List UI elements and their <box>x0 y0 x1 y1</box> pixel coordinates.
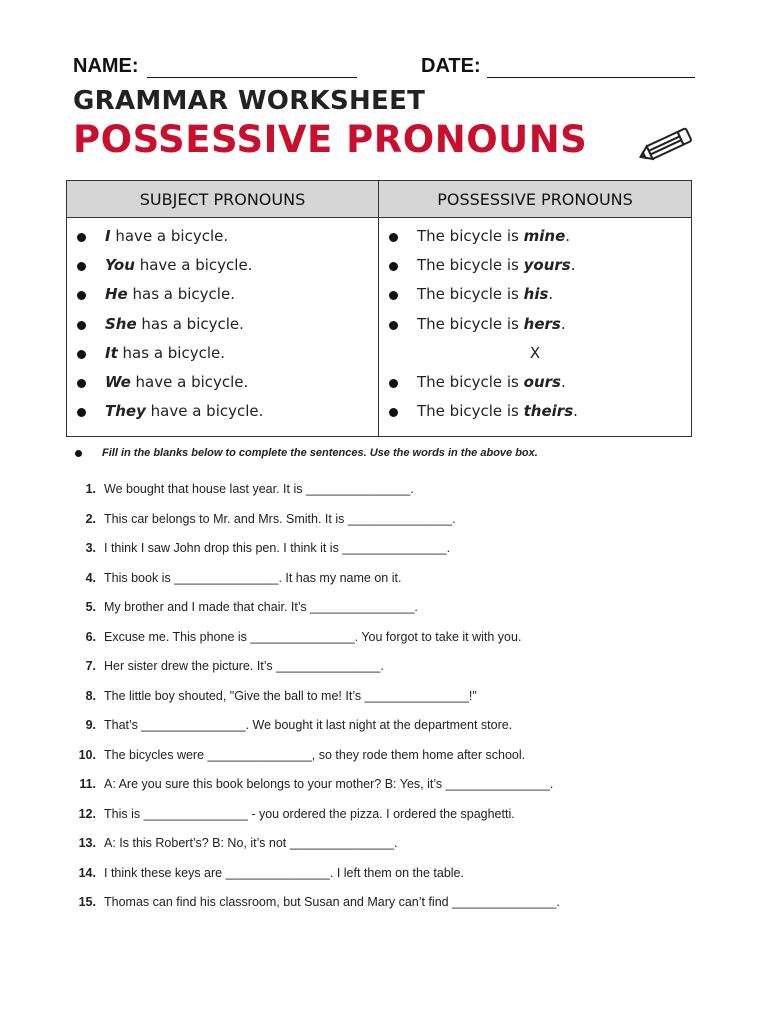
pencil-icon <box>636 125 696 165</box>
subject-column <box>67 218 379 437</box>
bullet-icon <box>389 262 398 271</box>
question-item: 5. My brother and I made that chair. It’s _______________. <box>85 600 418 614</box>
subject-row: He has a bicycle. <box>67 280 378 309</box>
question-item: 10. The bicycles were _______________, so they rode them home after school. <box>78 747 526 762</box>
subject-row: We have a bicycle. <box>67 368 378 397</box>
bullet-icon <box>77 408 86 417</box>
question-item: 1. We bought that house last year. It is _______________. <box>85 482 414 496</box>
worksheet-title: GRAMMAR WORKSHEET <box>73 86 426 116</box>
no-possessive-marker: X <box>529 343 541 362</box>
bullet-icon <box>77 233 86 242</box>
question-item: 15. Thomas can find his classroom, but Susan and Mary can’t find _______________. <box>78 895 560 909</box>
subject-row: They have a bicycle. <box>67 397 378 426</box>
question-item: 6. Excuse me. This phone is _______________. You forgot to take it with you. <box>85 629 522 644</box>
question-item: 3. I think I saw John drop this pen. I think it is _______________. <box>85 541 451 555</box>
question-item: 12. This is _______________ - you ordered the pizza. I ordered the spaghetti. <box>78 806 515 821</box>
possessive-row: The bicycle is ours. <box>379 368 691 397</box>
bullet-icon <box>77 350 86 359</box>
question-item: 7. Her sister drew the picture. It’s _______________. <box>85 659 384 673</box>
bullet-icon <box>389 408 398 417</box>
bullet-icon <box>77 321 86 330</box>
question-item: 8. The little boy shouted, "Give the ball to me! It’s _______________!" <box>85 688 477 703</box>
subject-row: You have a bicycle. <box>67 251 378 280</box>
bullet-icon <box>77 291 86 300</box>
possessive-row: The bicycle is theirs. <box>379 397 691 426</box>
name-label: NAME: <box>73 55 139 77</box>
subject-row: It has a bicycle. <box>67 339 378 368</box>
subject-row: She has a bicycle. <box>67 310 378 339</box>
question-item: 9. That’s _______________. We bought it last night at the department store. <box>85 718 513 732</box>
possessive-column <box>379 218 692 437</box>
date-blank[interactable] <box>487 77 695 78</box>
question-list <box>72 482 712 925</box>
date-label: DATE: <box>421 55 481 77</box>
bullet-icon <box>389 379 398 388</box>
instruction <box>75 447 715 459</box>
question-item: 11. A: Are you sure this book belongs to your mother? B: Yes, it’s _______________. <box>79 777 554 791</box>
topic-title: POSSESSIVE PRONOUNS <box>73 118 588 161</box>
possessive-row: The bicycle is mine. <box>379 222 691 251</box>
header-row <box>73 55 703 83</box>
possessive-header: POSSESSIVE PRONOUNS <box>379 181 692 218</box>
instruction-text: Fill in the blanks below to complete the sentences. Use the words in the above box. <box>102 447 538 459</box>
possessive-row: The bicycle is yours. <box>379 251 691 280</box>
bullet-icon <box>389 233 398 242</box>
name-blank[interactable] <box>147 77 357 78</box>
bullet-icon <box>77 379 86 388</box>
question-item: 14. I think these keys are _______________. I left them on the table. <box>78 865 464 880</box>
bullet-icon <box>75 450 82 457</box>
bullet-icon <box>389 291 398 300</box>
question-item: 4. This book is _______________. It has my name on it. <box>85 570 402 585</box>
possessive-row: The bicycle is his. <box>379 280 691 309</box>
subject-row: I have a bicycle. <box>67 222 378 251</box>
bullet-icon <box>389 321 398 330</box>
subject-header: SUBJECT PRONOUNS <box>67 181 379 218</box>
pronoun-table <box>66 180 692 437</box>
question-item: 2. This car belongs to Mr. and Mrs. Smith. It is _______________. <box>85 511 456 526</box>
question-item: 13. A: Is this Robert’s? B: No, it’s not _______________. <box>78 836 398 850</box>
bullet-icon <box>77 262 86 271</box>
possessive-row: The bicycle is hers. <box>379 310 691 339</box>
